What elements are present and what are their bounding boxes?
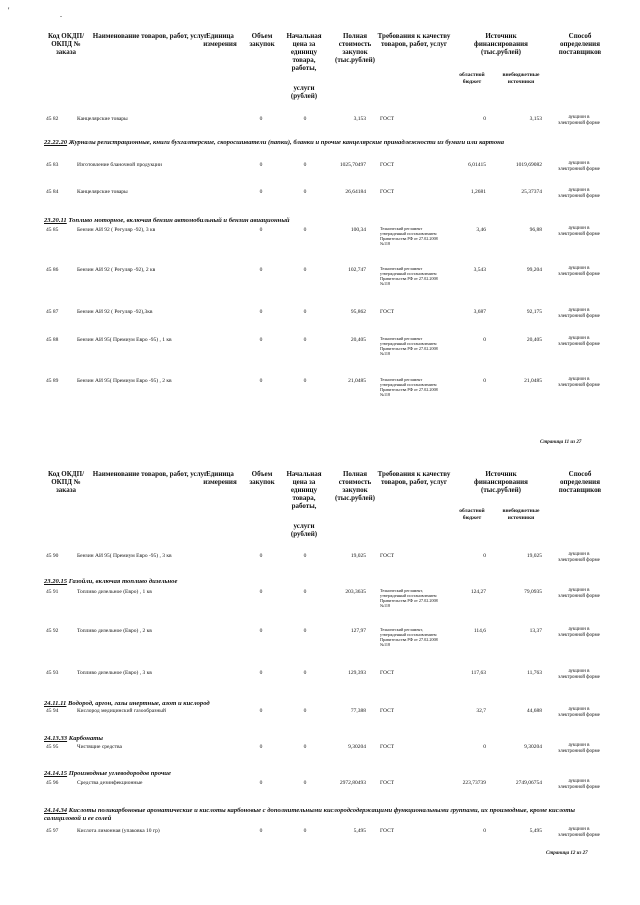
- row-price: 0: [303, 828, 307, 834]
- row-source-extrabudget: 9,30204: [524, 744, 542, 750]
- row-requirements: ГОСТ: [380, 309, 395, 315]
- row-code: 45 82: [46, 116, 59, 122]
- row-method: аукцион в электронной форме: [558, 188, 600, 199]
- row-source-regional: 6,01415: [468, 162, 486, 168]
- row-name: Изготовление бланочной продукции: [77, 162, 162, 168]
- row-source-regional: 0: [483, 116, 486, 122]
- row-source-regional: 32,7: [476, 708, 486, 714]
- row-code: 45 93: [46, 670, 59, 676]
- category-title: Газойли, включая топливо дизельное: [68, 578, 178, 585]
- row-requirements: Технический регламент утвержденный постановлением Правительства РФ от 27.02.2008 №118: [380, 377, 438, 397]
- header-method: Способ определения поставщиков: [558, 470, 602, 494]
- row-price: 0: [303, 589, 307, 595]
- row-code: 45 97: [46, 828, 59, 834]
- row-source-extrabudget: 3,153: [529, 116, 542, 122]
- row-total: 3,153: [353, 116, 366, 122]
- page-number: Страница 12 из 27: [546, 851, 588, 856]
- row-price: 0: [303, 116, 307, 122]
- row-unit: 0: [259, 116, 263, 122]
- row-unit: 0: [259, 189, 263, 195]
- row-code: 45 87: [46, 309, 59, 315]
- scan-mark: .: [60, 10, 62, 19]
- row-requirements: ГОСТ: [380, 116, 395, 122]
- category-heading: [44, 578, 600, 586]
- row-name: Канцелярские товары: [77, 116, 128, 122]
- row-unit: 0: [259, 589, 263, 595]
- category-heading: [44, 139, 600, 147]
- header-price: Начальная цена за единицу товара, работы,: [286, 470, 322, 510]
- row-code: 45 94: [46, 708, 59, 714]
- row-price: 0: [303, 780, 307, 786]
- row-price: 0: [303, 309, 307, 315]
- row-source-regional: 1,2681: [470, 189, 486, 195]
- row-method: аукцион в электронной форме: [558, 779, 600, 790]
- row-requirements: Технический регламент, утвержденный постановлением Правительства РФ от 27.02.2008 №118: [380, 588, 438, 608]
- row-method: аукцион в электронной форме: [558, 226, 600, 237]
- row-unit: 0: [259, 309, 263, 315]
- row-source-regional: 3,46: [476, 227, 486, 233]
- row-method: аукцион в электронной форме: [558, 552, 600, 563]
- header-total: Полная стоимость закупок (тыс.рублей): [334, 470, 376, 502]
- row-unit: 0: [259, 708, 263, 714]
- row-requirements: ГОСТ: [380, 708, 395, 714]
- row-unit: 0: [259, 780, 263, 786]
- row-source-extrabudget: 99,204: [526, 267, 542, 273]
- category-title: Производные углеводородов прочие: [68, 770, 171, 777]
- row-requirements: Технический регламент, утвержденный постановлением Правительства РФ от 27.02.2008 №118: [380, 627, 438, 647]
- header-code: Код ОКДП/ ОКПД № заказа: [47, 470, 85, 494]
- row-price: 0: [303, 189, 307, 195]
- category-heading: [44, 217, 600, 225]
- category-heading: [44, 807, 604, 823]
- row-total: 95,862: [350, 309, 366, 315]
- row-price: 0: [303, 628, 307, 634]
- row-unit: 0: [259, 378, 263, 384]
- row-source-extrabudget: 92,175: [526, 309, 542, 315]
- row-requirements: Технический регламент утвержденный постановлением Правительства РФ от 27.02.2008 №118: [380, 226, 438, 246]
- header-name: Наименование товаров, работ, услуг: [92, 470, 208, 478]
- row-source-regional: 3,543: [473, 267, 486, 273]
- row-requirements: ГОСТ: [380, 162, 395, 168]
- header-source-extrabudget: внебюджетные источники: [502, 508, 540, 521]
- header-source-regional: областной бюджет: [459, 508, 485, 521]
- row-source-extrabudget: 44,688: [526, 708, 542, 714]
- header-unit: Единица измерения: [203, 470, 237, 486]
- row-total: 1025,70497: [339, 162, 366, 168]
- header-price: Начальная цена за единицу товара, работы,: [286, 32, 322, 72]
- header-unit: Единица измерения: [203, 32, 237, 48]
- row-requirements: Технический регламент утвержденный постановлением Правительства РФ от 27.02.2008 №118: [380, 336, 438, 356]
- row-price: 0: [303, 708, 307, 714]
- row-source-regional: 3,687: [473, 309, 486, 315]
- row-code: 45 88: [46, 337, 59, 343]
- row-name: Бензин АИ 92 ( Регуляр -92),3кв: [77, 309, 153, 315]
- row-source-regional: 0: [483, 378, 486, 384]
- row-requirements: ГОСТ: [380, 780, 395, 786]
- row-method: аукцион в электронной форме: [558, 743, 600, 754]
- row-total: 102,747: [348, 267, 366, 273]
- row-name: Канцелярские товары: [77, 189, 128, 195]
- row-total: 203,3635: [345, 589, 366, 595]
- header-price-tail: услуги (рублей): [290, 522, 318, 538]
- row-source-extrabudget: 5,495: [529, 828, 542, 834]
- row-method: аукцион в электронной форме: [558, 588, 600, 599]
- row-total: 129,393: [348, 670, 366, 676]
- row-unit: 0: [259, 670, 263, 676]
- row-code: 45 90: [46, 553, 59, 559]
- row-unit: 0: [259, 267, 263, 273]
- header-source: Источник финансирования (тыс.рублей): [474, 470, 528, 494]
- header-source-regional: областной бюджет: [459, 72, 485, 85]
- row-method: аукцион в электронной форме: [558, 336, 600, 347]
- row-source-regional: 0: [483, 553, 486, 559]
- row-source-regional: 0: [483, 337, 486, 343]
- category-code: 23.20.15: [44, 578, 68, 585]
- row-code: 45 86: [46, 267, 59, 273]
- header-name: Наименование товаров, работ, услуг: [92, 32, 208, 40]
- row-requirements: Технический регламент утвержденный постановлением Правительства РФ от 27.02.2008 №118: [380, 266, 438, 286]
- row-name: Бензин АИ 95( Премиум Евро -95) , 3 кв: [77, 553, 172, 559]
- row-price: 0: [303, 670, 307, 676]
- row-requirements: ГОСТ: [380, 744, 395, 750]
- row-name: Кислота лимонная (упаковка 10 гр): [77, 828, 160, 834]
- row-name: Чистящие средства: [77, 744, 122, 750]
- row-source-extrabudget: 21,0485: [524, 378, 542, 384]
- row-price: 0: [303, 337, 307, 343]
- row-code: 45 85: [46, 227, 59, 233]
- row-source-extrabudget: 79,0935: [524, 589, 542, 595]
- row-total: 100,34: [350, 227, 366, 233]
- row-name: Бензин АИ 95( Премиум Евро -95) , 2 кв: [77, 378, 172, 384]
- category-heading: [44, 700, 600, 708]
- row-source-regional: 117,63: [471, 670, 486, 676]
- row-name: Кислород медицинский газообразный: [77, 708, 166, 714]
- row-name: Бензин АИ 92 ( Регуляр -92), 2 кв: [77, 267, 156, 273]
- row-source-regional: 0: [483, 744, 486, 750]
- row-unit: 0: [259, 628, 263, 634]
- row-code: 45 91: [46, 589, 59, 595]
- row-source-extrabudget: 11,763: [527, 670, 542, 676]
- row-price: 0: [303, 744, 307, 750]
- row-method: аукцион в электронной форме: [558, 827, 600, 838]
- row-total: 26,64184: [345, 189, 366, 195]
- category-title: Журналы регистрационные, книги бухгалтерские, скоросшиватели (папки), бланки и прочие канцелярские принадлежности из бумаги или картона: [68, 139, 505, 146]
- category-code: 22.22.20: [44, 139, 68, 146]
- header-price-tail: услуги (рублей): [290, 84, 318, 100]
- row-code: 45 89: [46, 378, 59, 384]
- row-name: Средства дезинфекционные: [77, 780, 143, 786]
- header-source-extrabudget: внебюджетные источники: [502, 72, 540, 85]
- category-title: Водород, аргон, газы инертные, азот и кислород: [68, 700, 210, 707]
- header-method: Способ определения поставщиков: [558, 32, 602, 56]
- row-requirements: ГОСТ: [380, 670, 395, 676]
- row-requirements: ГОСТ: [380, 553, 395, 559]
- row-price: 0: [303, 267, 307, 273]
- row-unit: 0: [259, 744, 263, 750]
- row-method: аукцион в электронной форме: [558, 377, 600, 388]
- row-unit: 0: [259, 553, 263, 559]
- header-code: Код ОКДП/ ОКПД № заказа: [47, 32, 85, 56]
- header-volume: Объем закупок: [249, 470, 275, 486]
- row-total: 2972,80493: [339, 780, 366, 786]
- row-name: Топливо дизельное (Евро) , 2 кв: [77, 628, 152, 634]
- row-method: аукцион в электронной форме: [558, 266, 600, 277]
- row-source-regional: 124,27: [470, 589, 486, 595]
- row-unit: 0: [259, 227, 263, 233]
- header-volume: Объем закупок: [249, 32, 275, 48]
- row-name: Топливо дизельное (Евро) , 1 кв: [77, 589, 152, 595]
- header-requirements: Требования к качеству товаров, работ, услуг: [377, 32, 451, 48]
- row-total: 20,405: [350, 337, 366, 343]
- row-source-extrabudget: 96,88: [529, 227, 542, 233]
- row-source-regional: 0: [483, 828, 486, 834]
- category-title: Топливо моторное, включая бензин автомобильный и бензин авиационный: [68, 217, 290, 224]
- row-name: Топливо дизельное (Евро) , 3 кв: [77, 670, 152, 676]
- category-code: 24.14.34: [44, 807, 68, 814]
- row-source-extrabudget: 20,405: [526, 337, 542, 343]
- row-method: аукцион в электронной форме: [558, 707, 600, 718]
- header-requirements: Требования к качеству товаров, работ, услуг: [377, 470, 451, 486]
- row-source-extrabudget: 2749,06754: [515, 780, 542, 786]
- row-requirements: ГОСТ: [380, 828, 395, 834]
- row-code: 45 84: [46, 189, 59, 195]
- category-title: Кислоты поликарбоновые ароматические и кислоты карбоновые с дополнительными кислородсодержащими функциональными группами, их производные, кроме кислоты салициловой и ее солей: [44, 807, 576, 822]
- row-name: Бензин АИ 95( Премиум Евро -95) , 1 кв: [77, 337, 172, 343]
- row-name: Бензин АИ 92 ( Регуляр -92), 3 кв: [77, 227, 156, 233]
- row-price: 0: [303, 553, 307, 559]
- header-total: Полная стоимость закупок (тыс.рублей): [334, 32, 376, 64]
- row-code: 45 95: [46, 744, 59, 750]
- row-method: аукцион в электронной форме: [558, 308, 600, 319]
- category-title: Карбонаты: [68, 735, 103, 742]
- row-total: 5,495: [353, 828, 366, 834]
- row-total: 127,97: [350, 628, 366, 634]
- category-code: 24.14.15: [44, 770, 68, 777]
- category-code: 23.20.11: [44, 217, 67, 224]
- category-heading: [44, 770, 600, 778]
- header-source: Источник финансирования (тыс.рублей): [474, 32, 528, 56]
- row-source-regional: 114,6: [473, 628, 486, 634]
- row-source-extrabudget: 25,37374: [521, 189, 542, 195]
- row-total: 21,0485: [348, 378, 366, 384]
- category-heading: [44, 735, 600, 743]
- row-source-extrabudget: 13,37: [529, 628, 542, 634]
- page-number: Страница 11 из 27: [540, 440, 582, 445]
- row-total: 19,025: [350, 553, 366, 559]
- row-price: 0: [303, 162, 307, 168]
- row-unit: 0: [259, 828, 263, 834]
- row-source-regional: 223,73739: [462, 780, 486, 786]
- row-method: аукцион в электронной форме: [558, 161, 600, 172]
- scan-mark: ': [8, 6, 10, 15]
- row-code: 45 83: [46, 162, 59, 168]
- row-method: аукцион в электронной форме: [558, 627, 600, 638]
- row-method: аукцион в электронной форме: [558, 115, 600, 126]
- row-code: 45 92: [46, 628, 59, 634]
- row-requirements: ГОСТ: [380, 189, 395, 195]
- row-code: 45 96: [46, 780, 59, 786]
- row-price: 0: [303, 227, 307, 233]
- row-total: 9,30204: [348, 744, 366, 750]
- category-code: 24.11.11: [44, 700, 67, 707]
- row-method: аукцион в электронной форме: [558, 669, 600, 680]
- row-total: 77,388: [350, 708, 366, 714]
- row-source-extrabudget: 19,025: [526, 553, 542, 559]
- row-source-extrabudget: 1019,69082: [515, 162, 542, 168]
- row-unit: 0: [259, 337, 263, 343]
- category-code: 24.13.33: [44, 735, 68, 742]
- row-unit: 0: [259, 162, 263, 168]
- row-price: 0: [303, 378, 307, 384]
